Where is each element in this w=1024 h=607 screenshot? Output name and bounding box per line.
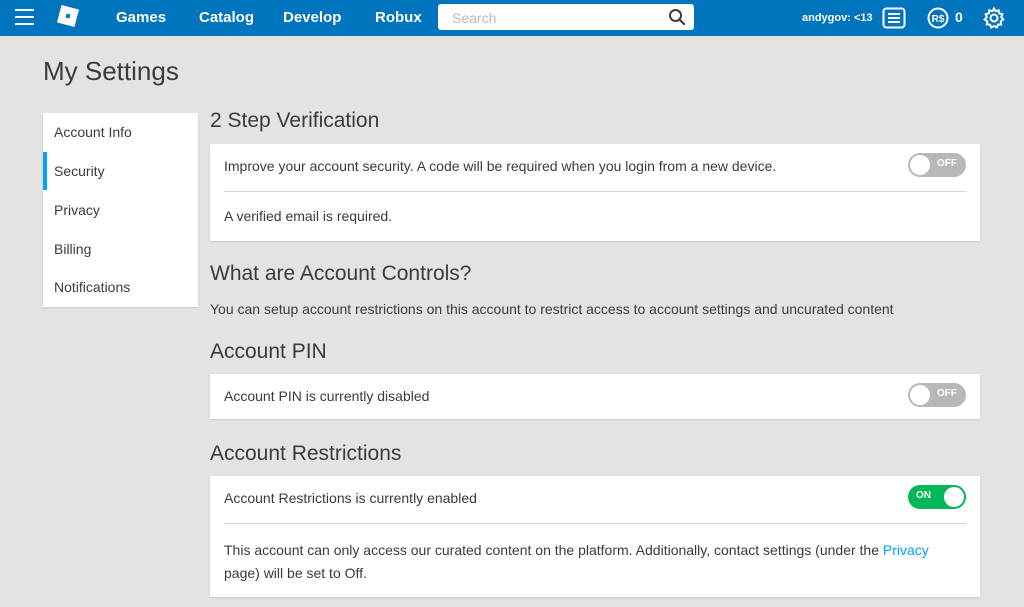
robux-icon[interactable]	[926, 7, 950, 29]
toggle-knob	[944, 487, 964, 507]
account-restrictions-card	[210, 476, 980, 597]
sidebar-item-label: Notifications	[54, 279, 131, 295]
account-pin-status: Account PIN is currently disabled	[224, 388, 430, 404]
two-step-card	[210, 144, 980, 241]
account-restrictions-title: Account Restrictions	[210, 442, 402, 465]
menu-icon[interactable]	[15, 9, 34, 25]
nav-games[interactable]: Games	[116, 9, 167, 26]
restrictions-note-text-end: page) will be set to Off.	[224, 565, 367, 581]
page-title: My Settings	[43, 56, 179, 86]
card-divider	[224, 523, 966, 524]
two-step-toggle[interactable]	[908, 153, 966, 177]
sidebar-item-notifications[interactable]	[43, 268, 198, 306]
card-divider	[224, 191, 966, 192]
two-step-note: A verified email is required.	[224, 208, 393, 224]
account-controls-title: What are Account Controls?	[210, 262, 472, 285]
roblox-logo-icon[interactable]	[57, 5, 79, 27]
search-icon[interactable]	[668, 8, 686, 26]
sidebar-item-billing[interactable]	[43, 230, 198, 268]
sidebar-item-account-info[interactable]	[43, 113, 198, 151]
two-step-description: Improve your account security. A code will be required when you login from a new device.	[224, 158, 777, 174]
settings-sidebar	[43, 113, 198, 307]
sidebar-item-label: Privacy	[54, 202, 100, 218]
search-box	[438, 4, 694, 30]
restrictions-note-text: This account can only access our curated content on the platform. Additionally, contact settings (under the	[224, 542, 883, 558]
account-restrictions-note	[224, 539, 954, 585]
nav-catalog[interactable]: Catalog	[199, 9, 255, 26]
sidebar-item-security[interactable]	[43, 152, 198, 190]
account-pin-toggle[interactable]	[908, 383, 966, 407]
toggle-label: OFF	[937, 388, 957, 399]
sidebar-item-label: Security	[54, 163, 105, 179]
account-restrictions-toggle[interactable]	[908, 485, 966, 509]
settings-gear-icon[interactable]	[982, 6, 1006, 30]
account-pin-title: Account PIN	[210, 340, 327, 363]
toggle-label: ON	[916, 490, 931, 501]
toggle-label: OFF	[937, 158, 957, 169]
sidebar-item-label: Billing	[54, 241, 92, 257]
messages-icon[interactable]	[882, 7, 906, 29]
account-restrictions-status: Account Restrictions is currently enabled	[224, 490, 477, 506]
toggle-knob	[910, 155, 930, 175]
privacy-link[interactable]: Privacy	[882, 542, 929, 558]
account-controls-description: You can setup account restrictions on this account to restrict access to account settings and uncurated content	[210, 301, 894, 317]
nav-robux[interactable]: Robux	[375, 9, 422, 26]
top-navigation-bar	[0, 0, 1024, 36]
two-step-title: 2 Step Verification	[210, 109, 380, 132]
sidebar-item-privacy[interactable]	[43, 191, 198, 229]
sidebar-item-label: Account Info	[54, 124, 132, 140]
toggle-knob	[910, 385, 930, 405]
username-link[interactable]: andygov: <13	[802, 12, 873, 24]
svg-text:R$: R$	[931, 14, 945, 25]
search-input[interactable]	[450, 8, 664, 28]
robux-balance[interactable]: 0	[955, 9, 963, 25]
nav-develop[interactable]: Develop	[283, 9, 342, 26]
account-pin-card	[210, 374, 980, 419]
